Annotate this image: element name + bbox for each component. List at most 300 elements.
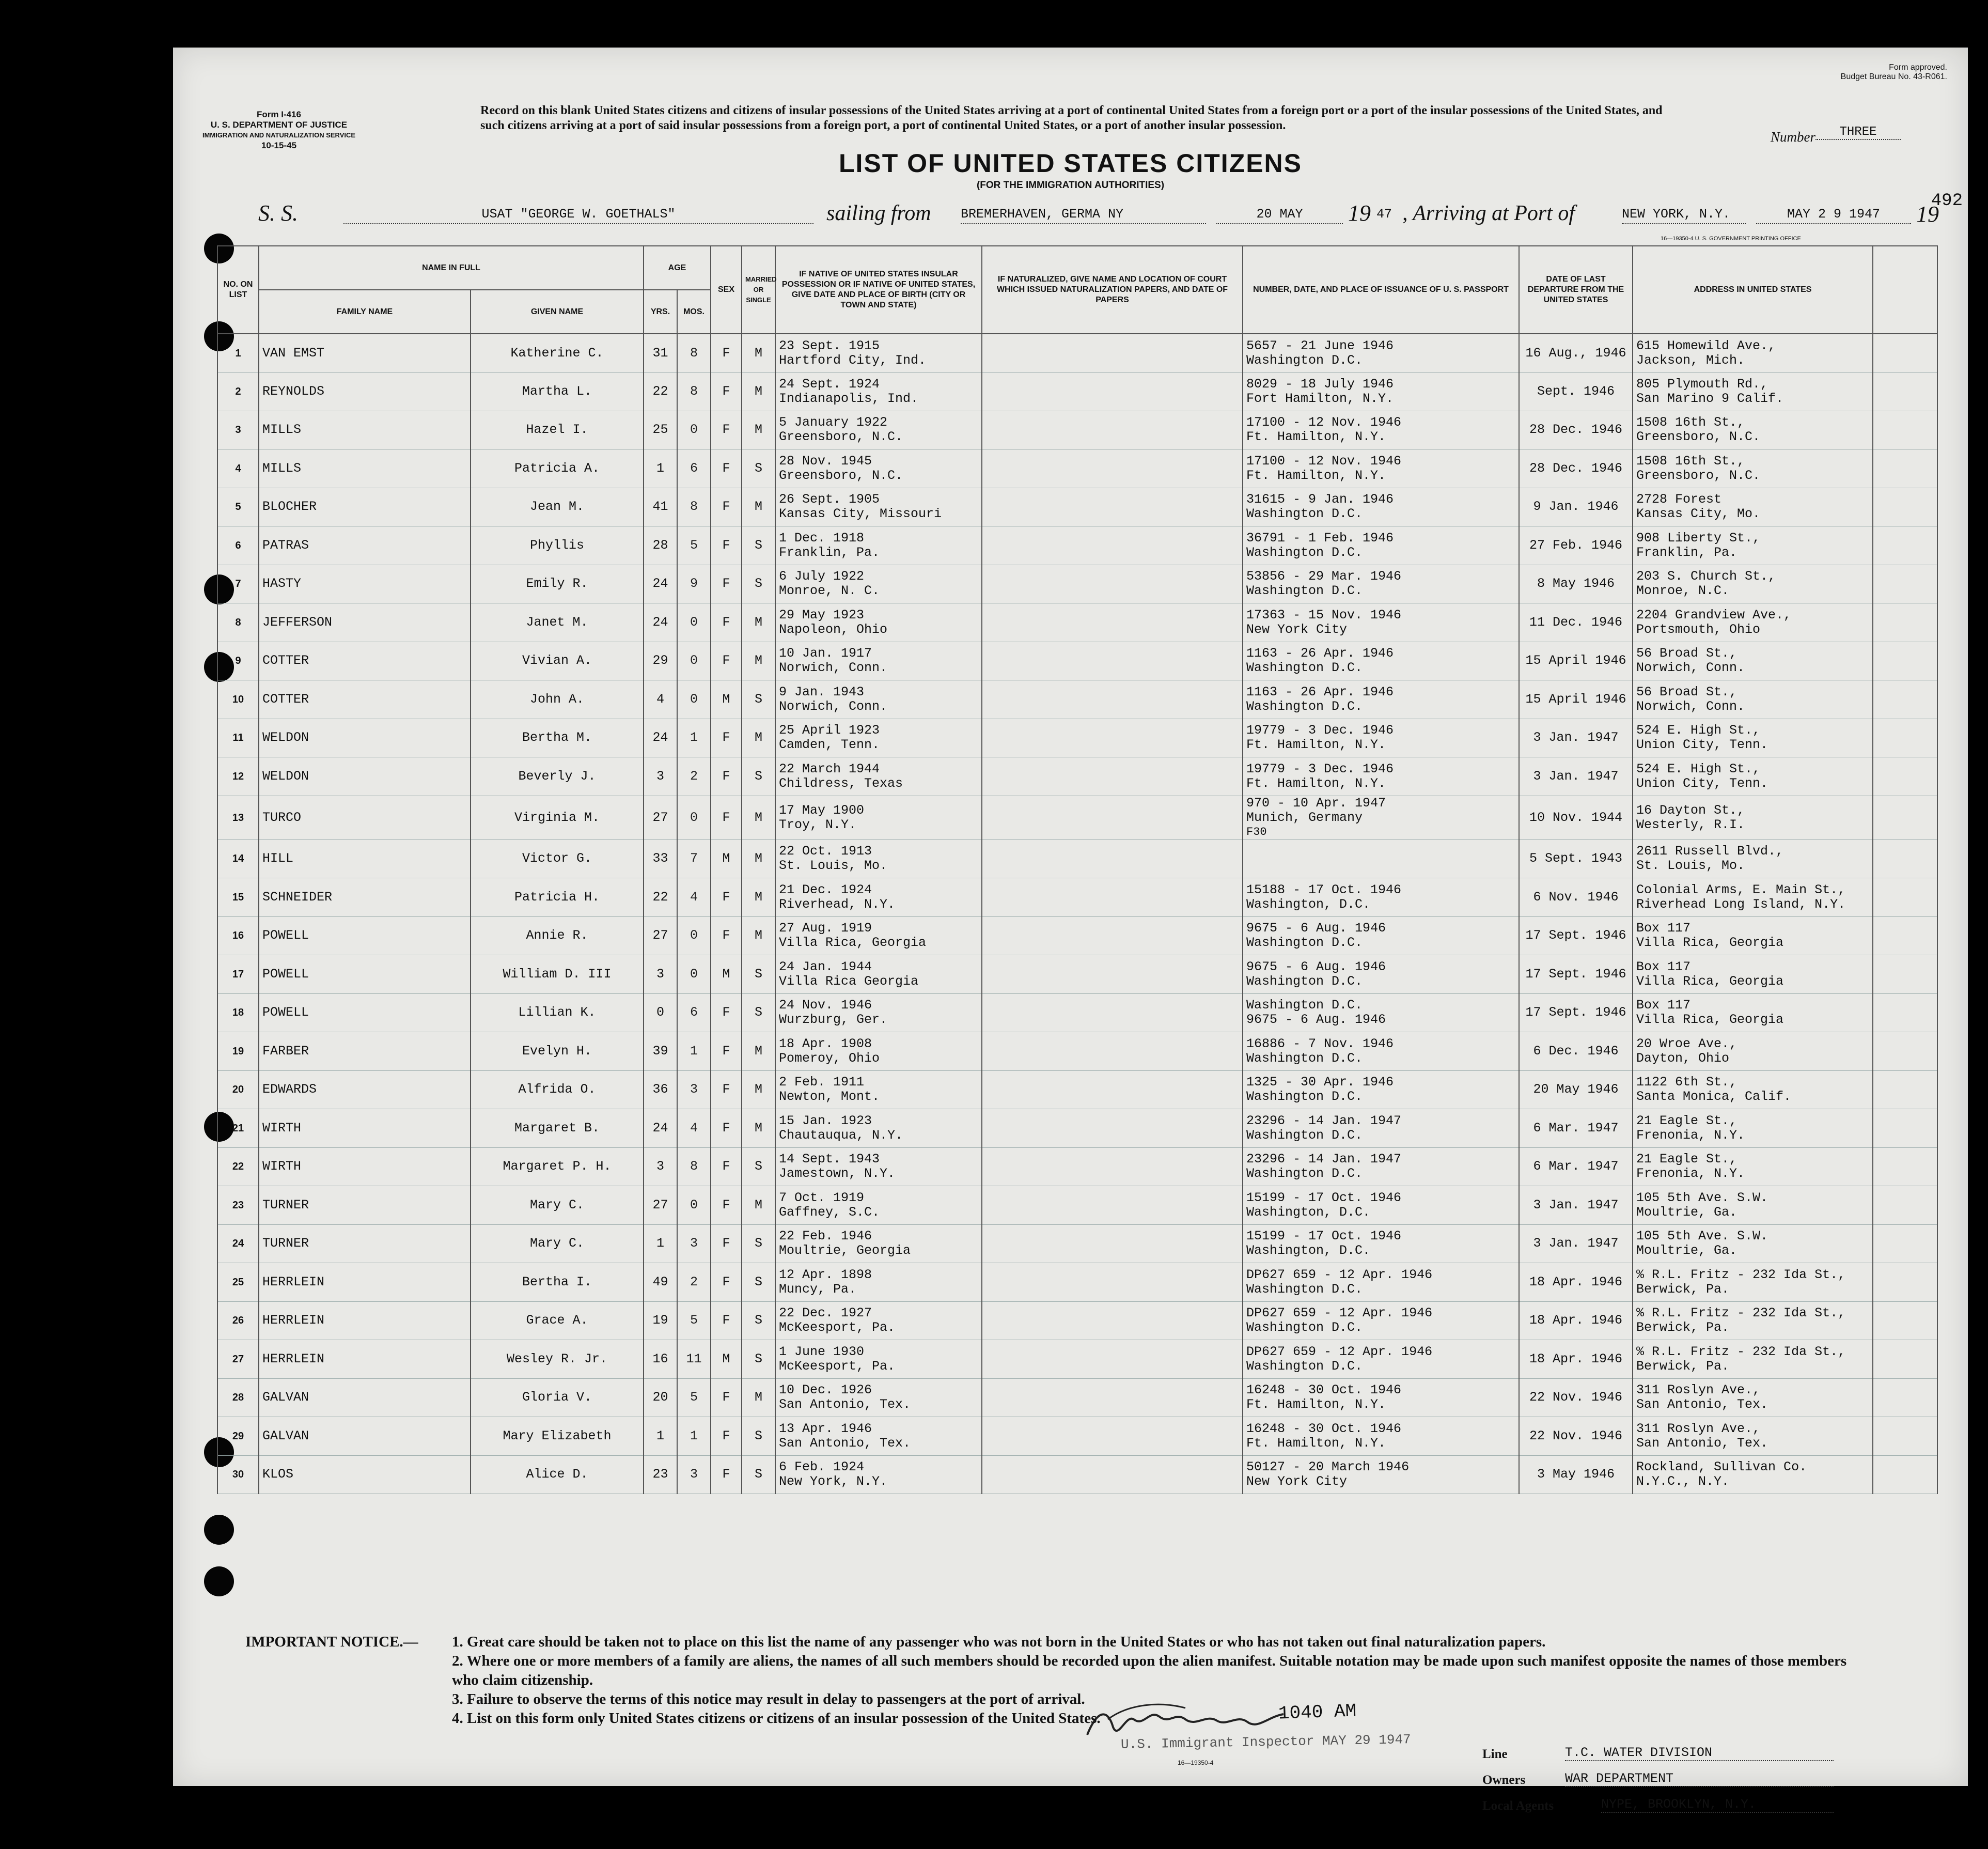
- table-row: [217, 1032, 1937, 1071]
- cell-yrs-yrs: 29: [652, 653, 668, 669]
- cell-family-name: [259, 1109, 471, 1148]
- cell-passport: [1243, 488, 1519, 526]
- cell-marital: [742, 1224, 775, 1263]
- cell-yrs: [644, 719, 677, 757]
- cell-given-name: [471, 526, 644, 565]
- cell-birth: [775, 603, 982, 642]
- cell-family-name: [259, 1340, 471, 1379]
- cell-address: [1633, 1070, 1873, 1109]
- cell-passport-pp1: 50127 - 20 March 1946: [1246, 1459, 1410, 1475]
- cell-family-name: [259, 372, 471, 411]
- cell-address-addr2: Villa Rica, Georgia: [1636, 935, 1784, 951]
- cell-given-name-given: Patricia A.: [514, 460, 600, 476]
- cell-given-name-given: Hazel I.: [526, 422, 588, 438]
- cell-no: [217, 565, 259, 603]
- cell-address: [1633, 1032, 1873, 1071]
- cell-yrs: [644, 680, 677, 719]
- cell-no: [217, 796, 259, 840]
- cell-yrs: [644, 1301, 677, 1340]
- header-age: AGE: [644, 246, 711, 290]
- punch-hole: [204, 1515, 234, 1545]
- cell-mos: [677, 1224, 711, 1263]
- cell-passport-pp2: Ft. Hamilton, N.Y.: [1246, 775, 1386, 791]
- cell-departure-dep: 18 Apr. 1946: [1529, 1274, 1623, 1289]
- cell-naturalized: [982, 1263, 1243, 1302]
- cell-birth: [775, 719, 982, 757]
- cell-address-addr1: 21 Eagle St.,: [1636, 1152, 1737, 1167]
- table-row: [217, 449, 1937, 488]
- cell-yrs-yrs: 20: [652, 1390, 668, 1405]
- cell-sex-sex: M: [722, 691, 730, 707]
- cell-sex: [711, 411, 742, 449]
- time-stamp: 1040 AM: [1278, 1700, 1357, 1724]
- cell-sex-sex: F: [722, 1428, 730, 1443]
- cell-address-addr2: Union City, Tenn.: [1636, 775, 1768, 791]
- cell-departure: [1519, 757, 1633, 796]
- cell-departure-dep: 17 Sept. 1946: [1525, 1005, 1626, 1020]
- cell-birth-birth2: Napoleon, Ohio: [779, 621, 888, 637]
- cell-yrs: [644, 1455, 677, 1494]
- cell-mos-mos: 1: [690, 1428, 698, 1443]
- cell-birth-birth1: 26 Sept. 1905: [779, 492, 880, 507]
- cell-given-name: [471, 757, 644, 796]
- cell-address: [1633, 1340, 1873, 1379]
- table-row: [217, 411, 1937, 449]
- cell-no-no: 6: [235, 539, 241, 551]
- cell-passport-pp2: Washington D.C.: [1246, 583, 1363, 599]
- cell-address: [1633, 565, 1873, 603]
- cell-no: [217, 1032, 259, 1071]
- cell-sex-sex: F: [722, 1274, 730, 1289]
- cell-blank: [1873, 796, 1937, 840]
- cell-yrs: [644, 526, 677, 565]
- cell-mos: [677, 565, 711, 603]
- cell-sex-sex: F: [722, 345, 730, 361]
- cell-birth-birth2: Norwich, Conn.: [779, 698, 888, 714]
- cell-birth-birth2: Chautauqua, N.Y.: [779, 1127, 903, 1143]
- cell-naturalized: [982, 1378, 1243, 1417]
- cell-birth-birth2: Kansas City, Missouri: [779, 506, 942, 522]
- cell-passport-pp2: Washington D.C.: [1246, 1050, 1363, 1066]
- cell-departure: [1519, 1032, 1633, 1071]
- cell-no: [217, 916, 259, 955]
- cell-passport-pp2: Ft. Hamilton, N.Y.: [1246, 1397, 1386, 1412]
- cell-birth-birth1: 5 January 1922: [779, 415, 888, 430]
- cell-birth-birth1: 28 Nov. 1945: [779, 453, 872, 469]
- cell-mos-mos: 0: [690, 928, 698, 943]
- cell-passport-pp1: 23296 - 14 Jan. 1947: [1246, 1113, 1402, 1128]
- cell-no-no: 26: [232, 1315, 244, 1327]
- cell-given-name: [471, 372, 644, 411]
- cell-no-no: 16: [232, 930, 244, 942]
- cell-birth-birth1: 15 Jan. 1923: [779, 1113, 872, 1128]
- cell-family-name-family: KLOS: [262, 1467, 294, 1482]
- cell-sex-sex: F: [722, 460, 730, 476]
- cell-family-name: [259, 1455, 471, 1494]
- cell-mos: [677, 526, 711, 565]
- cell-birth-birth2: Villa Rica, Georgia: [779, 935, 927, 951]
- cell-given-name-given: Margaret P. H.: [503, 1159, 612, 1174]
- cell-address: [1633, 1301, 1873, 1340]
- cell-birth: [775, 796, 982, 840]
- cell-sex-sex: F: [722, 1467, 730, 1482]
- cell-yrs: [644, 993, 677, 1032]
- cell-family-name: [259, 1263, 471, 1302]
- cell-yrs-yrs: 0: [656, 1005, 664, 1020]
- cell-mos: [677, 603, 711, 642]
- cell-address-addr2: Moultrie, Ga.: [1636, 1243, 1737, 1258]
- cell-sex-sex: F: [722, 1313, 730, 1328]
- cell-yrs: [644, 1263, 677, 1302]
- cell-sex: [711, 1378, 742, 1417]
- cell-passport-pp2: Washington, D.C.: [1246, 896, 1371, 912]
- service: IMMIGRATION AND NATURALIZATION SERVICE: [202, 131, 356, 139]
- cell-no-no: 14: [232, 853, 244, 865]
- cell-birth-birth2: Newton, Mont.: [779, 1089, 880, 1105]
- cell-departure-dep: 6 Mar. 1947: [1533, 1120, 1619, 1136]
- cell-address: [1633, 796, 1873, 840]
- cell-passport-pp1: 1325 - 30 Apr. 1946: [1246, 1075, 1394, 1090]
- cell-marital: [742, 603, 775, 642]
- cell-marital-ms: M: [755, 383, 763, 399]
- handwritten-note: F30: [1246, 825, 1267, 838]
- cell-naturalized: [982, 1070, 1243, 1109]
- cell-birth-birth1: 1 June 1930: [779, 1344, 865, 1359]
- cell-no: [217, 488, 259, 526]
- cell-marital-ms: M: [755, 1043, 763, 1059]
- departure-date: 20 MAY: [1216, 206, 1343, 224]
- cell-family-name: [259, 488, 471, 526]
- cell-yrs-yrs: 1: [656, 1236, 664, 1251]
- cell-naturalized: [982, 449, 1243, 488]
- cell-passport-pp2: Washington D.C.: [1246, 660, 1363, 676]
- cell-no-no: 29: [232, 1430, 244, 1442]
- cell-passport-pp2: Ft. Hamilton, N.Y.: [1246, 1435, 1386, 1451]
- cell-birth-birth1: 29 May 1923: [779, 607, 865, 623]
- cell-yrs-yrs: 27: [652, 1197, 668, 1213]
- cell-marital-ms: M: [755, 1120, 763, 1136]
- cell-no-no: 20: [232, 1084, 244, 1096]
- departure-port: BREMERHAVEN, GERMA NY: [961, 206, 1206, 224]
- cell-mos-mos: 0: [690, 1197, 698, 1213]
- cell-departure-dep: 17 Sept. 1946: [1525, 928, 1626, 943]
- cell-birth: [775, 411, 982, 449]
- cell-family-name: [259, 334, 471, 372]
- cell-departure-dep: 20 May 1946: [1533, 1082, 1619, 1097]
- cell-passport-pp1: 19779 - 3 Dec. 1946: [1246, 761, 1394, 776]
- cell-mos-mos: 6: [690, 1005, 698, 1020]
- cell-family-name-family: HERRLEIN: [262, 1351, 325, 1366]
- cell-departure: [1519, 526, 1633, 565]
- cell-birth-birth2: Wurzburg, Ger.: [779, 1012, 888, 1028]
- cell-birth-birth2: Riverhead, N.Y.: [779, 896, 896, 912]
- notice-item-4: [245, 1709, 1872, 1728]
- cell-sex-sex: F: [722, 537, 730, 553]
- ship-name: USAT "GEORGE W. GOETHALS": [343, 206, 813, 224]
- cell-birth: [775, 565, 982, 603]
- header-departure: DATE OF LAST DEPARTURE FROM THE UNITED STATES: [1519, 246, 1633, 334]
- cell-given-name-given: Mary C.: [529, 1197, 585, 1213]
- cell-marital-ms: S: [755, 1351, 763, 1366]
- cell-birth-birth1: 14 Sept. 1943: [779, 1152, 880, 1167]
- cell-sex-sex: F: [722, 889, 730, 905]
- cell-passport: [1243, 1109, 1519, 1148]
- cell-passport: [1243, 993, 1519, 1032]
- owners-value: WAR DEPARTMENT: [1565, 1771, 1834, 1787]
- cell-blank: [1873, 1263, 1937, 1302]
- approval-note: [1792, 63, 1947, 82]
- cell-birth-birth2: San Antonio, Tex.: [779, 1435, 911, 1451]
- agents-value: NYPE, BROOKLYN, N.Y.: [1601, 1797, 1834, 1813]
- cell-mos-mos: 8: [690, 1159, 698, 1174]
- cell-birth: [775, 1417, 982, 1456]
- cell-naturalized: [982, 603, 1243, 642]
- table-row: [217, 1224, 1937, 1263]
- cell-sex-sex: M: [722, 851, 730, 866]
- cell-passport-pp1: 31615 - 9 Jan. 1946: [1246, 492, 1394, 507]
- cell-no: [217, 1147, 259, 1186]
- table-row: [217, 719, 1937, 757]
- cell-address: [1633, 526, 1873, 565]
- cell-no-no: 9: [235, 655, 241, 667]
- cell-marital-ms: S: [755, 966, 763, 982]
- cell-mos: [677, 1070, 711, 1109]
- cell-no: [217, 719, 259, 757]
- form-number: Form I-416: [257, 110, 301, 119]
- cell-naturalized: [982, 1340, 1243, 1379]
- cell-given-name-given: Phyllis: [529, 537, 585, 553]
- cell-blank: [1873, 1455, 1937, 1494]
- cell-sex-sex: F: [722, 810, 730, 825]
- cell-marital-ms: S: [755, 1313, 763, 1328]
- cell-no-no: 8: [235, 616, 241, 628]
- cell-mos: [677, 796, 711, 840]
- cell-departure: [1519, 449, 1633, 488]
- cell-sex: [711, 642, 742, 680]
- cell-family-name-family: MILLS: [262, 422, 302, 438]
- cell-no-no: 10: [232, 693, 244, 705]
- cell-sex: [711, 488, 742, 526]
- ss-label: S. S.: [258, 200, 298, 226]
- cell-address-addr2: Greensboro, N.C.: [1636, 468, 1761, 483]
- cell-departure-dep: 10 Nov. 1944: [1529, 810, 1623, 825]
- cell-passport-pp2: New York City: [1246, 621, 1348, 637]
- cell-mos-mos: 8: [690, 499, 698, 515]
- cell-address: [1633, 1186, 1873, 1225]
- cell-no: [217, 1109, 259, 1148]
- cell-no-no: 1: [235, 347, 241, 359]
- cell-mos: [677, 993, 711, 1032]
- cell-birth: [775, 1263, 982, 1302]
- cell-passport: [1243, 1417, 1519, 1456]
- line-value: T.C. WATER DIVISION: [1565, 1745, 1834, 1761]
- cell-no: [217, 1378, 259, 1417]
- cell-mos-mos: 2: [690, 1274, 698, 1289]
- cell-sex-sex: F: [722, 576, 730, 592]
- print-code: 16—19350-4 U. S. GOVERNMENT PRINTING OFFICE: [1661, 236, 1801, 242]
- cell-birth-birth1: 2 Feb. 1911: [779, 1075, 865, 1090]
- cell-passport-pp1: 970 - 10 Apr. 1947: [1246, 795, 1386, 811]
- cell-passport-pp2: Washington D.C.: [1246, 1281, 1363, 1297]
- cell-departure: [1519, 642, 1633, 680]
- cell-departure: [1519, 488, 1633, 526]
- cell-address-addr2: Riverhead Long Island, N.Y.: [1636, 896, 1846, 912]
- cell-address: [1633, 680, 1873, 719]
- cell-naturalized: [982, 757, 1243, 796]
- cell-marital-ms: M: [755, 499, 763, 515]
- cell-sex: [711, 840, 742, 878]
- cell-address-addr1: 1508 16th St.,: [1636, 453, 1745, 469]
- cell-given-name: [471, 603, 644, 642]
- department: U. S. DEPARTMENT OF JUSTICE: [210, 120, 348, 130]
- cell-address-addr1: % R.L. Fritz - 232 Ida St.,: [1636, 1306, 1846, 1321]
- cell-marital-ms: M: [755, 928, 763, 943]
- cell-blank: [1873, 526, 1937, 565]
- cell-address: [1633, 916, 1873, 955]
- cell-marital-ms: M: [755, 1197, 763, 1213]
- cell-blank: [1873, 565, 1937, 603]
- cell-address-addr1: 203 S. Church St.,: [1636, 569, 1776, 584]
- cell-given-name-given: Annie R.: [526, 928, 588, 943]
- cell-departure: [1519, 680, 1633, 719]
- cell-mos-mos: 8: [690, 383, 698, 399]
- cell-passport: [1243, 796, 1519, 840]
- cell-no: [217, 993, 259, 1032]
- cell-marital-ms: M: [755, 1082, 763, 1097]
- cell-address: [1633, 1455, 1873, 1494]
- cell-yrs: [644, 1224, 677, 1263]
- cell-marital-ms: S: [755, 1428, 763, 1443]
- cell-birth: [775, 955, 982, 994]
- cell-departure-dep: 3 Jan. 1947: [1533, 1236, 1619, 1251]
- cell-family-name-family: WELDON: [262, 768, 309, 784]
- cell-address-addr2: Jackson, Mich.: [1636, 352, 1745, 368]
- cell-passport: [1243, 372, 1519, 411]
- cell-yrs-yrs: 24: [652, 576, 668, 592]
- cell-marital: [742, 1070, 775, 1109]
- cell-birth: [775, 372, 982, 411]
- cell-marital: [742, 1147, 775, 1186]
- cell-address-addr2: Berwick, Pa.: [1636, 1358, 1730, 1374]
- header-address: ADDRESS IN UNITED STATES: [1633, 246, 1873, 334]
- cell-yrs: [644, 642, 677, 680]
- cell-address: [1633, 642, 1873, 680]
- cell-address-addr1: 615 Homewild Ave.,: [1636, 338, 1776, 353]
- cell-passport-pp1: 23296 - 14 Jan. 1947: [1246, 1152, 1402, 1167]
- cell-given-name-given: Martha L.: [522, 383, 592, 399]
- cell-address-addr1: 524 E. High St.,: [1636, 723, 1761, 738]
- cell-given-name: [471, 1455, 644, 1494]
- cell-sex: [711, 1455, 742, 1494]
- passenger-rows: [217, 334, 1937, 1494]
- cell-birth-birth1: 25 April 1923: [779, 723, 880, 738]
- cell-given-name: [471, 916, 644, 955]
- cell-birth-birth2: Childress, Texas: [779, 775, 903, 791]
- cell-sex: [711, 878, 742, 917]
- cell-birth: [775, 526, 982, 565]
- cell-address-addr2: Franklin, Pa.: [1636, 545, 1737, 560]
- cell-mos: [677, 1455, 711, 1494]
- cell-passport: [1243, 1032, 1519, 1071]
- table-row: [217, 757, 1937, 796]
- cell-passport-pp1: 15188 - 17 Oct. 1946: [1246, 882, 1402, 897]
- cell-no-no: 25: [232, 1276, 244, 1288]
- cell-family-name-family: POWELL: [262, 928, 309, 943]
- cell-yrs-yrs: 22: [652, 889, 668, 905]
- sailing-label: sailing from: [826, 201, 931, 225]
- cell-no-no: 7: [235, 578, 241, 590]
- cell-birth-birth1: 9 Jan. 1943: [779, 684, 865, 700]
- cell-family-name-family: TURNER: [262, 1197, 309, 1213]
- cell-address-addr2: Berwick, Pa.: [1636, 1281, 1730, 1297]
- cell-sex-sex: F: [722, 1197, 730, 1213]
- cell-given-name-given: Katherine C.: [510, 345, 604, 361]
- cell-sex-sex: F: [722, 1082, 730, 1097]
- cell-address-addr1: 2204 Grandview Ave.,: [1636, 607, 1792, 623]
- cell-passport: [1243, 1340, 1519, 1379]
- cell-passport: [1243, 680, 1519, 719]
- cell-marital: [742, 1417, 775, 1456]
- cell-birth-birth1: 27 Aug. 1919: [779, 921, 872, 936]
- cell-passport-pp2: 9675 - 6 Aug. 1946: [1246, 1012, 1386, 1028]
- cell-sex-sex: F: [722, 1390, 730, 1405]
- passenger-table: [217, 245, 1938, 1494]
- cell-departure-dep: 8 May 1946: [1537, 576, 1615, 592]
- cell-departure-dep: 15 April 1946: [1525, 691, 1626, 707]
- cell-family-name-family: EDWARDS: [262, 1082, 317, 1097]
- cell-departure-dep: 3 Jan. 1947: [1533, 730, 1619, 745]
- cell-marital: [742, 1455, 775, 1494]
- cell-sex: [711, 993, 742, 1032]
- cell-birth: [775, 1455, 982, 1494]
- cell-birth: [775, 1070, 982, 1109]
- cell-given-name-given: John A.: [529, 691, 585, 707]
- cell-marital: [742, 1263, 775, 1302]
- cell-address-addr1: 20 Wroe Ave.,: [1636, 1036, 1737, 1051]
- cell-birth: [775, 840, 982, 878]
- page-subtitle: (FOR THE IMMIGRATION AUTHORITIES): [976, 180, 1165, 191]
- cell-mos-mos: 0: [690, 691, 698, 707]
- cell-passport: [1243, 603, 1519, 642]
- cell-no: [217, 642, 259, 680]
- arrival-date: MAY 2 9 1947: [1756, 206, 1911, 224]
- cell-sex: [711, 565, 742, 603]
- cell-blank: [1873, 993, 1937, 1032]
- header-yrs: YRS.: [644, 290, 677, 334]
- cell-family-name: [259, 1070, 471, 1109]
- cell-passport-pp2: Washington D.C.: [1246, 352, 1363, 368]
- cell-mos-mos: 6: [690, 460, 698, 476]
- cell-passport-pp2: Ft. Hamilton, N.Y.: [1246, 468, 1386, 483]
- cell-family-name-family: POWELL: [262, 966, 309, 982]
- cell-address: [1633, 840, 1873, 878]
- cell-passport-pp1: 8029 - 18 July 1946: [1246, 376, 1394, 392]
- header-naturalized: IF NATURALIZED, GIVE NAME AND LOCATION OF COURT WHICH ISSUED NATURALIZATION PAPERS, AND DATE OF PAPERS: [982, 246, 1243, 334]
- cell-given-name: [471, 1032, 644, 1071]
- header-name-in-full: NAME IN FULL: [259, 246, 644, 290]
- cell-departure: [1519, 1378, 1633, 1417]
- cell-blank: [1873, 411, 1937, 449]
- cell-mos-mos: 5: [690, 1313, 698, 1328]
- cell-mos-mos: 0: [690, 422, 698, 438]
- cell-sex: [711, 757, 742, 796]
- cell-departure: [1519, 1301, 1633, 1340]
- cell-passport: [1243, 757, 1519, 796]
- cell-given-name: [471, 955, 644, 994]
- cell-no-no: 17: [232, 968, 244, 980]
- cell-birth: [775, 878, 982, 917]
- cell-marital: [742, 757, 775, 796]
